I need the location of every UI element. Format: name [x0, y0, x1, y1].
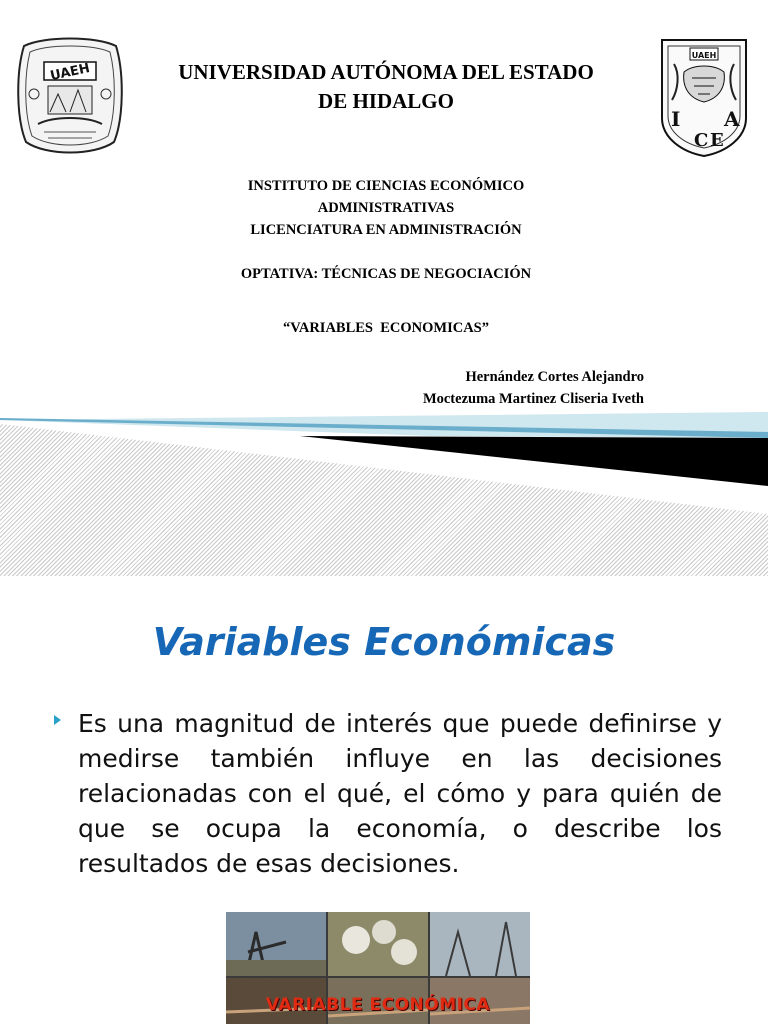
author-1: Hernández Cortes Alejandro	[465, 369, 644, 385]
institute-line-3: LICENCIATURA EN ADMINISTRACIÓN	[250, 222, 522, 238]
university-line-2: DE HIDALGO	[318, 89, 454, 113]
crest-text: UAEH	[691, 51, 717, 60]
authors-block	[300, 366, 644, 410]
institute-line-2: ADMINISTRATIVAS	[317, 200, 455, 216]
course-name: OPTATIVA: TÉCNICAS DE NEGOCIACIÓN	[240, 266, 532, 282]
institute-block	[150, 175, 622, 241]
crest-letter-c: C	[694, 130, 709, 151]
bullet-text: Es una magnitud de interés que puede definirse y medirse también influye en las decisiones relacionadas con el qué, el cómo y para quién de que se ocupa la economía, o describe los resultados de esas decisiones.	[78, 709, 722, 878]
seal-text: UAEH	[48, 60, 92, 84]
author-2: Moctezuma Martinez Cliseria Iveth	[422, 391, 644, 407]
collage-label: VARIABLE ECONÓMICA	[265, 995, 491, 1015]
economic-variable-collage	[226, 912, 530, 1024]
university-name	[128, 58, 644, 116]
uaeh-seal-icon	[14, 32, 126, 158]
university-line-1: UNIVERSIDAD AUTÓNOMA DEL ESTADO	[178, 60, 594, 84]
icea-crest-icon	[654, 34, 754, 158]
content-slide	[0, 576, 768, 1024]
crest-letter-e: E	[710, 130, 724, 151]
bullet-arrow-icon	[54, 715, 61, 725]
decorative-swoosh	[0, 412, 768, 502]
institute-line-1: INSTITUTO DE CIENCIAS ECONÓMICO	[247, 178, 525, 194]
presentation-subject: “VARIABLES ECONOMICAS”	[283, 320, 489, 336]
crest-letter-a: A	[724, 107, 740, 131]
crest-letter-i: I	[671, 107, 681, 131]
slide-title: Variables Económicas	[152, 620, 616, 664]
